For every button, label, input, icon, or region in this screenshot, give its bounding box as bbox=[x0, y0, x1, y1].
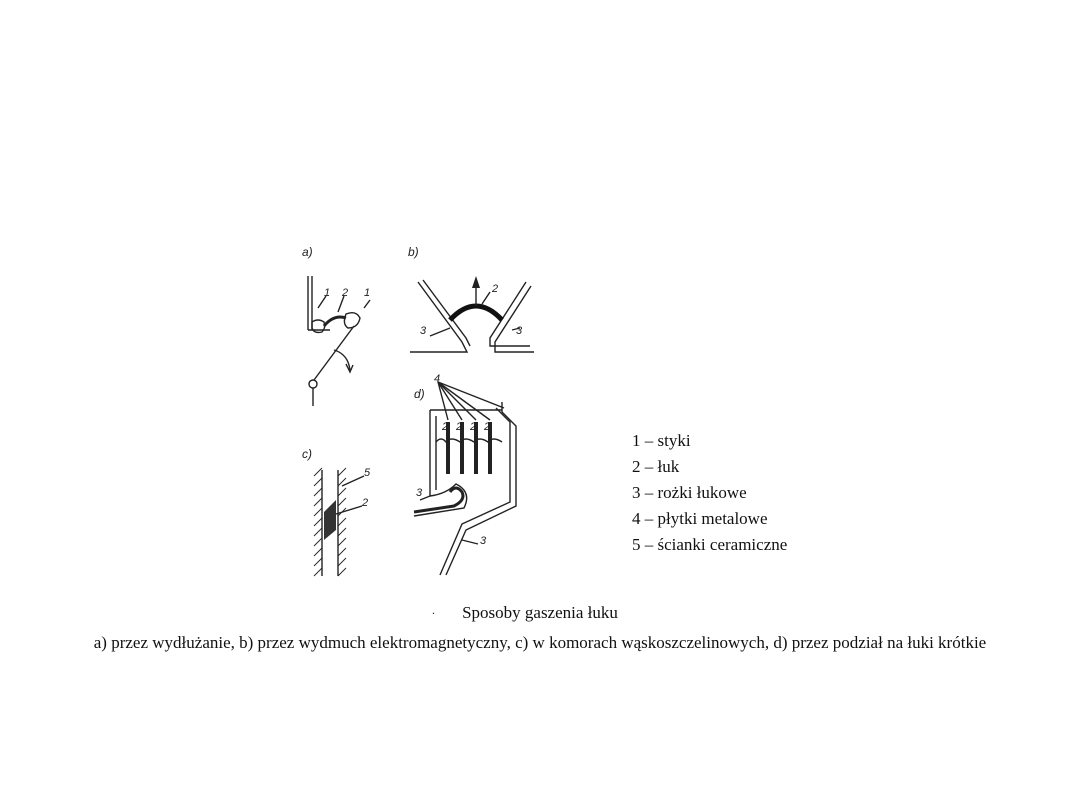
panel-c-drawing bbox=[314, 468, 364, 576]
legend bbox=[632, 428, 787, 558]
panel-label-c: c) bbox=[302, 447, 312, 461]
callout-c-2: 2 bbox=[362, 497, 369, 509]
callout-d-3a: 3 bbox=[416, 487, 423, 499]
callout-d-2a: 2 bbox=[442, 421, 449, 433]
callout-b-3a: 3 bbox=[420, 325, 427, 337]
callout-a-2: 2 bbox=[342, 287, 349, 299]
callout-d-2b: 2 bbox=[456, 421, 463, 433]
callout-d-2d: 2 bbox=[484, 421, 491, 433]
legend-item-2: 2 – łuk bbox=[632, 457, 680, 476]
arc-quenching-figure bbox=[290, 230, 560, 590]
panel-label-d: d) bbox=[414, 387, 425, 401]
callout-b-2: 2 bbox=[492, 283, 499, 295]
panel-a-drawing bbox=[308, 276, 370, 406]
callout-b-3b: 3 bbox=[516, 325, 523, 337]
caption-text: a) przez wydłużanie, b) przez wydmuch elektromagnetyczny, c) w komorach wąskoszczelinowych, d) przez podział na łuki krótkie bbox=[93, 633, 987, 652]
panel-label-a: a) bbox=[302, 245, 313, 259]
callout-d-3b: 3 bbox=[480, 535, 487, 547]
legend-item-5: 5 – ścianki ceramiczne bbox=[632, 535, 788, 554]
callout-d-4: 4 bbox=[434, 373, 441, 385]
panel-b-drawing bbox=[410, 276, 534, 352]
callout-d-2c: 2 bbox=[470, 421, 477, 433]
panel-d-drawing bbox=[414, 382, 516, 575]
legend-item-4: 4 – płytki metalowe bbox=[632, 509, 768, 528]
legend-item-3: 3 – rożki łukowe bbox=[632, 483, 747, 502]
panel-label-b: b) bbox=[408, 245, 419, 259]
legend-item-1: 1 – styki bbox=[632, 431, 691, 450]
callout-a-3: 1 bbox=[364, 287, 371, 299]
caption-dot: . bbox=[432, 603, 435, 617]
callout-a-1: 1 bbox=[324, 287, 331, 299]
callout-c-5: 5 bbox=[364, 467, 371, 479]
caption-title: Sposoby gaszenia łuku bbox=[462, 603, 618, 622]
